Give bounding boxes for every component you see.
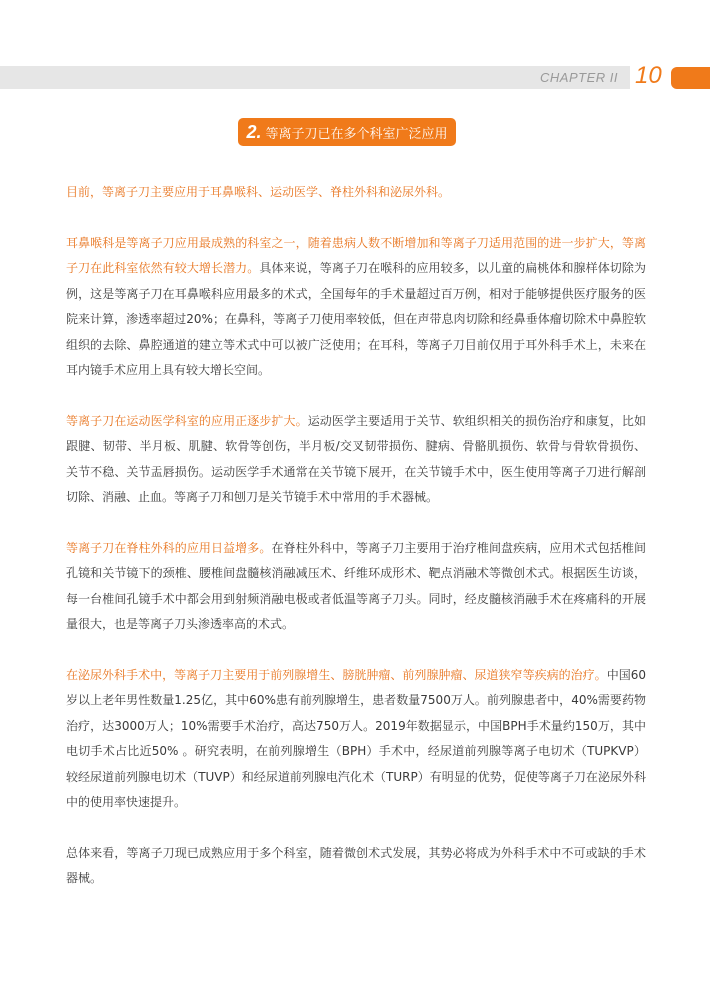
page-tab-decoration — [671, 67, 710, 89]
section-number: 2. — [246, 121, 262, 142]
intro-paragraph: 目前，等离子刀主要应用于耳鼻喉科、运动医学、脊柱外科和泌尿外科。 — [66, 185, 451, 199]
urology-paragraph — [66, 663, 646, 816]
section-title: 等离子刀已在多个科室广泛应用 — [265, 126, 448, 142]
section-heading — [238, 118, 456, 146]
ent-paragraph — [66, 231, 646, 384]
chapter-label: CHAPTER II — [540, 70, 618, 85]
article-body — [66, 180, 646, 892]
spine-highlight: 等离子刀在脊柱外科的应用日益增多。 — [66, 540, 272, 555]
sports-body: 运动医学主要适用于关节、软组织相关的损伤治疗和康复，比如跟腱、韧带、半月板、肌腱、软骨等创伤，半月板/交叉韧带损伤、腱病、骨骼肌损伤、软骨与骨软骨损伤、关节不稳、关节盂唇损伤。运动医学手术通常在关节镜下展开，在关节镜手术中，医生使用等离子刀进行解剖切除、消融、止血。等离子刀和刨刀是关节镜手术中常用的手术器械。 — [66, 413, 646, 504]
sports-highlight: 等离子刀在运动医学科室的应用正逐步扩大。 — [66, 413, 308, 428]
ent-body: 具体来说，等离子刀在喉科的应用较多，以儿童的扁桃体和腺样体切除为例，这是等离子刀在耳鼻喉科应用最多的术式，全国每年的手术量超过百万例，相对于能够提供医疗服务的医院来计算，渗透率超过20%；在鼻科，等离子刀使用率较低，但在声带息肉切除和经鼻垂体瘤切除术中鼻腔软组织的去除、鼻腔通道的建立等术式中可以被广泛使用；在耳科，等离子刀目前仅用于耳外科手术上，未来在耳内镜手术应用上具有较大增长空间。 — [66, 261, 646, 377]
spine-body: 在脊柱外科中，等离子刀主要用于治疗椎间盘疾病，应用术式包括椎间孔镜和关节镜下的颈椎、腰椎间盘髓核消融减压术、纤维环成形术、靶点消融术等微创术式。根据医生访谈，每一台椎间孔镜手术中都会用到射频消融电极或者低温等离子刀头。同时，经皮髓核消融手术在疼痛科的开展量很大，也是等离子刀头渗透率高的术式。 — [66, 540, 646, 631]
header-bar — [0, 66, 630, 89]
spine-paragraph — [66, 536, 646, 638]
urology-highlight: 在泌尿外科手术中，等离子刀主要用于前列腺增生、膀胱肿瘤、前列腺肿瘤、尿道狭窄等疾病的治疗。 — [66, 667, 607, 682]
ent-highlight: 耳鼻喉科是等离子刀应用最成熟的科室之一，随着患病人数不断增加和等离子刀适用范围的进一步扩大，等离子刀在此科室依然有较大增长潜力。 — [66, 235, 646, 275]
sports-paragraph — [66, 409, 646, 511]
page-number: 10 — [635, 62, 662, 89]
summary-paragraph: 总体来看，等离子刀现已成熟应用于多个科室，随着微创术式发展，其势必将成为外科手术中不可或缺的手术器械。 — [66, 845, 646, 885]
urology-body: 中国60岁以上老年男性数量1.25亿，其中60%患有前列腺增生，患者数量7500万人。前列腺患者中，40%需要药物治疗，达3000万人；10%需要手术治疗，高达750万人。2019年数据显示，中国BPH手术量约150万，其中电切手术占比近50% 。研究表明，在前列腺增生（BPH）手术中，经尿道前列腺等离子电切术（TUPKVP）较经尿道前列腺电切术（TUVP）和经尿道前列腺电汽化术（TURP）有明显的优势，促使等离子刀在泌尿外科中的使用率快速提升。 — [66, 667, 646, 809]
